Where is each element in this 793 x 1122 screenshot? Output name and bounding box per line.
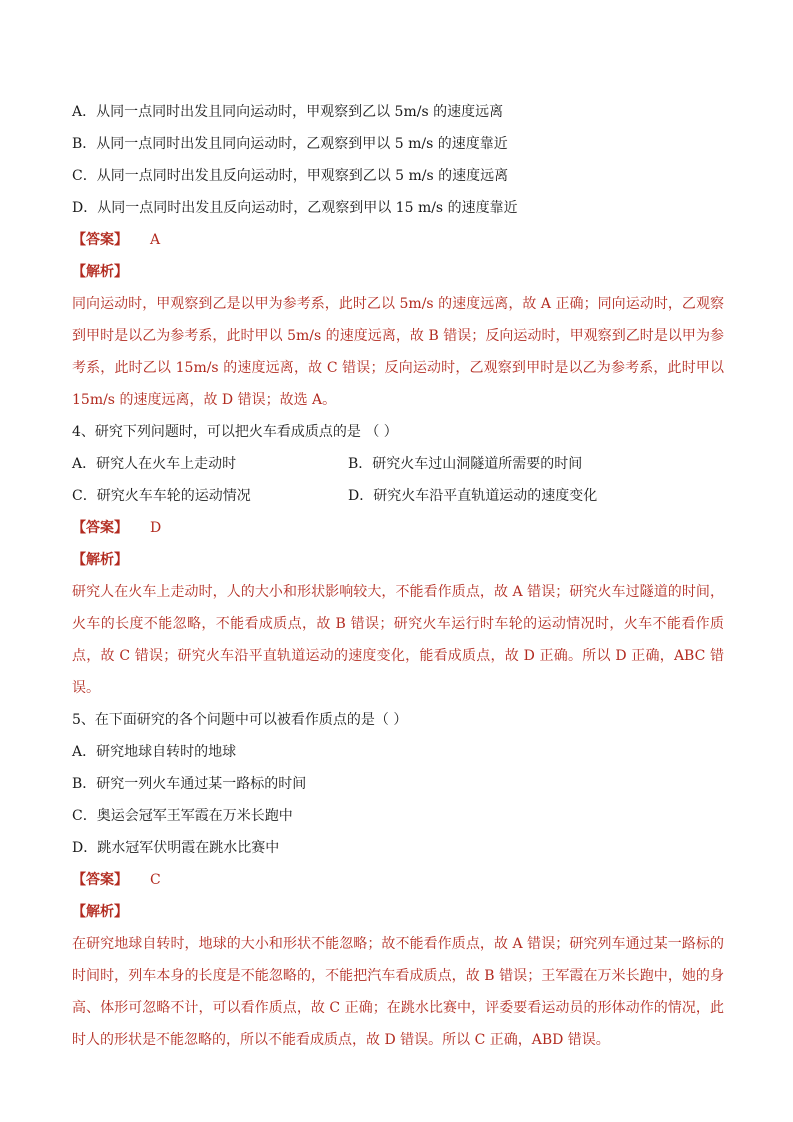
- analysis-row: [72, 256, 724, 288]
- option-a: A．从同一点同时出发且同向运动时，甲观察到乙以 5m/s 的速度远离: [72, 104, 504, 120]
- answer-label: 【答案】: [72, 232, 128, 248]
- option-d: D．跳水冠军伏明霞在跳水比赛中: [72, 840, 280, 856]
- answer-row: [72, 512, 724, 544]
- option-c: C．从同一点同时出发且反向运动时，甲观察到乙以 5 m/s 的速度远离: [72, 168, 509, 184]
- analysis-row: [72, 896, 724, 928]
- answer-value: C: [150, 872, 161, 888]
- analysis-text: 研究人在火车上走动时，人的大小和形状影响较大，不能看作质点，故 A 错误；研究火车过隧道的时间，火车的长度不能忽略，不能看成质点，故 B 错误；研究火车运行时车轮的运动情况时，火车不能看作质点，故 C 错误；研究火车沿平直轨道运动的速度变化，能看成质点，故 D 正确。所以 D 正确，ABC 错误。: [72, 584, 724, 696]
- option-c: C．奥运会冠军王军霞在万米长跑中: [72, 808, 293, 824]
- answer-label: 【答案】: [72, 872, 128, 888]
- option-b: B．研究火车过山洞隧道所需要的时间: [348, 456, 583, 472]
- analysis-label: 【解析】: [72, 552, 128, 568]
- answer-value: A: [150, 232, 161, 248]
- question-4: [72, 416, 724, 704]
- option-d: D．研究火车沿平直轨道运动的速度变化: [348, 488, 598, 504]
- option-b: B．从同一点同时出发且同向运动时，乙观察到甲以 5 m/s 的速度靠近: [72, 136, 508, 152]
- option-a: A．研究人在火车上走动时: [72, 456, 237, 472]
- analysis-row: [72, 544, 724, 576]
- option-c: C．研究火车车轮的运动情况: [72, 488, 251, 504]
- analysis-label: 【解析】: [72, 264, 128, 280]
- option-a: A．研究地球自转时的地球: [72, 744, 237, 760]
- option-row: [72, 480, 724, 512]
- analysis-text: 在研究地球自转时，地球的大小和形状不能忽略；故不能看作质点，故 A 错误；研究列车通过某一路标的时间时，列车本身的长度是不能忽略的，不能把汽车看成质点，故 B 错误；王军霞在万米长跑中，她的身高、体形可忽略不计，可以看作质点，故 C 正确；在跳水比赛中，评委要看运动员的形体动作的情况，此时人的形状是不能忽略的，所以不能看成质点，故 D 错误。所以 C 正确，ABD 错误。: [72, 936, 724, 1048]
- analysis-label: 【解析】: [72, 904, 128, 920]
- option-b: B．研究一列火车通过某一路标的时间: [72, 776, 307, 792]
- question-5: [72, 704, 724, 1056]
- answer-value: D: [150, 520, 162, 536]
- question-stem: 5、在下面研究的各个问题中可以被看作质点的是（ ）: [72, 712, 408, 728]
- option-d: D．从同一点同时出发且反向运动时，乙观察到甲以 15 m/s 的速度靠近: [72, 200, 518, 216]
- answer-label: 【答案】: [72, 520, 128, 536]
- answer-row: [72, 864, 724, 896]
- question-content: [72, 96, 724, 1056]
- question-stem: 4、研究下列问题时，可以把火车看成质点的是 （ ）: [72, 424, 398, 440]
- analysis-text: 同向运动时，甲观察到乙是以甲为参考系，此时乙以 5m/s 的速度远离，故 A 正确；同向运动时，乙观察到甲时是以乙为参考系，此时甲以 5m/s 的速度远离，故 B 错误；反向运动时，甲观察到乙时是以甲为参考系，此时乙以 15m/s 的速度远离，故 C 错误；反向运动时，乙观察到甲时是以乙为参考系，此时甲以 15m/s 的速度远离，故 D 错误；故选 A。: [72, 296, 724, 408]
- question-3: [72, 96, 724, 416]
- answer-row: [72, 224, 724, 256]
- option-row: [72, 448, 724, 480]
